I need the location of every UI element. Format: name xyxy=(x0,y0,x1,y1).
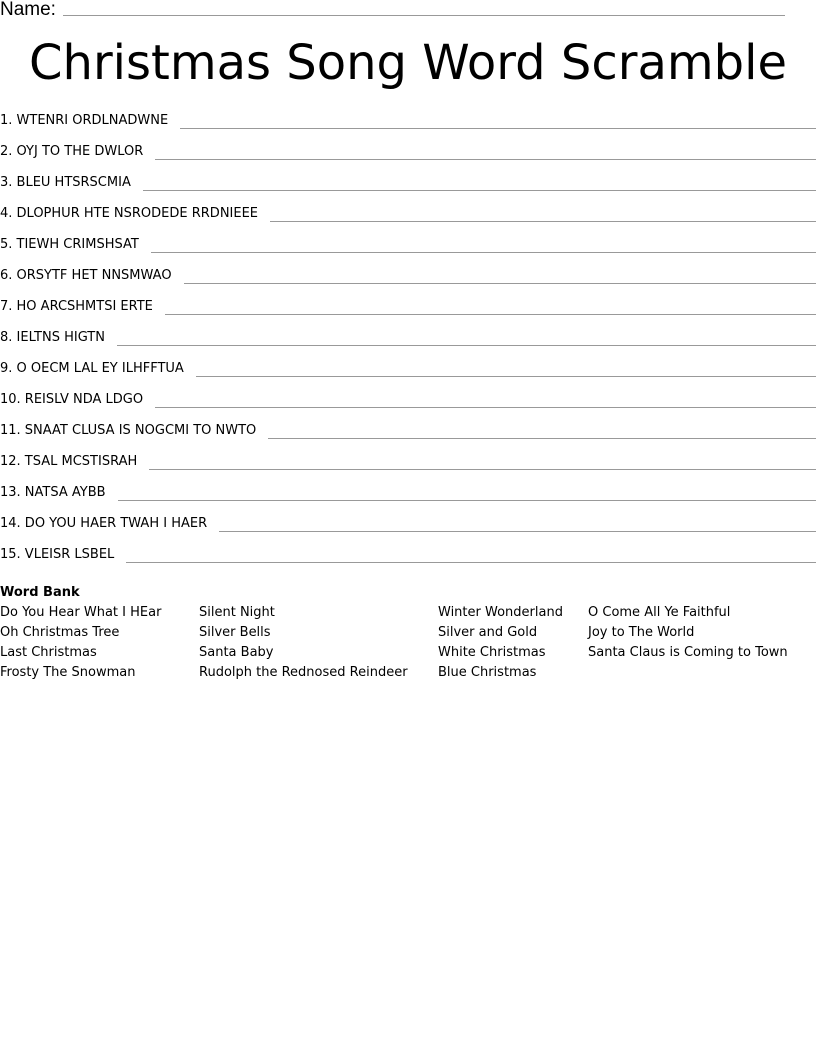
scrambled-word: 11. SNAAT CLUSA IS NOGCMI TO NWTO xyxy=(0,423,257,438)
word-bank-item: Santa Baby xyxy=(199,645,274,660)
answer-line[interactable] xyxy=(155,142,816,160)
word-bank-column xyxy=(438,603,563,683)
word-bank-item: Joy to The World xyxy=(588,625,695,640)
word-bank-column xyxy=(199,603,408,683)
answer-line[interactable] xyxy=(180,111,816,129)
answer-line[interactable] xyxy=(196,359,816,377)
scrambled-word: 15. VLEISR LSBEL xyxy=(0,547,115,562)
answer-line[interactable] xyxy=(270,204,816,222)
scrambled-word: 4. DLOPHUR HTE NSRODEDE RRDNIEEE xyxy=(0,206,259,221)
name-field[interactable] xyxy=(63,15,785,16)
scrambled-word: 8. IELTNS HIGTN xyxy=(0,330,105,345)
answer-line[interactable] xyxy=(165,297,816,315)
word-bank-item: Frosty The Snowman xyxy=(0,665,136,680)
question-row xyxy=(0,142,816,173)
word-bank-item: Santa Claus is Coming to Town xyxy=(588,645,788,660)
answer-line[interactable] xyxy=(155,390,816,408)
question-row xyxy=(0,483,816,514)
word-bank-item: Winter Wonderland xyxy=(438,605,563,620)
answer-line[interactable] xyxy=(268,421,816,439)
question-row xyxy=(0,359,816,390)
name-label: Name: xyxy=(0,0,56,20)
question-row xyxy=(0,266,816,297)
word-bank-item: White Christmas xyxy=(438,645,546,660)
word-bank-item: Do You Hear What I HEar xyxy=(0,605,162,620)
scrambled-word: 9. O OECM LAL EY ILHFFTUA xyxy=(0,361,184,376)
answer-line[interactable] xyxy=(184,266,816,284)
question-row xyxy=(0,111,816,142)
word-bank-column xyxy=(588,603,788,663)
word-bank-item: O Come All Ye Faithful xyxy=(588,605,731,620)
question-row xyxy=(0,390,816,421)
word-bank-item: Silver Bells xyxy=(199,625,271,640)
scrambled-word: 7. HO ARCSHMTSI ERTE xyxy=(0,299,153,314)
word-bank-item: Blue Christmas xyxy=(438,665,537,680)
question-list xyxy=(0,111,816,576)
word-bank-item: Oh Christmas Tree xyxy=(0,625,120,640)
question-row xyxy=(0,514,816,545)
scrambled-word: 2. OYJ TO THE DWLOR xyxy=(0,144,144,159)
question-row xyxy=(0,173,816,204)
scrambled-word: 10. REISLV NDA LDGO xyxy=(0,392,144,407)
scrambled-word: 14. DO YOU HAER TWAH I HAER xyxy=(0,516,208,531)
page-title: Christmas Song Word Scramble xyxy=(29,35,787,91)
question-row xyxy=(0,204,816,235)
word-bank-title: Word Bank xyxy=(0,585,80,600)
answer-line[interactable] xyxy=(126,545,816,563)
answer-line[interactable] xyxy=(151,235,816,253)
scrambled-word: 12. TSAL MCSTISRAH xyxy=(0,454,138,469)
scrambled-word: 6. ORSYTF HET NNSMWAO xyxy=(0,268,172,283)
word-bank-item: Last Christmas xyxy=(0,645,97,660)
word-bank-item: Silent Night xyxy=(199,605,275,620)
name-row xyxy=(0,0,800,22)
word-bank-grid xyxy=(0,603,816,687)
scrambled-word: 3. BLEU HTSRSCMIA xyxy=(0,175,131,190)
answer-line[interactable] xyxy=(118,483,816,501)
answer-line[interactable] xyxy=(149,452,816,470)
word-bank-item: Rudolph the Rednosed Reindeer xyxy=(199,665,408,680)
question-row xyxy=(0,328,816,359)
answer-line[interactable] xyxy=(219,514,816,532)
question-row xyxy=(0,421,816,452)
scrambled-word: 1. WTENRI ORDLNADWNE xyxy=(0,113,169,128)
answer-line[interactable] xyxy=(117,328,816,346)
answer-line[interactable] xyxy=(143,173,816,191)
scrambled-word: 5. TIEWH CRIMSHSAT xyxy=(0,237,139,252)
question-row xyxy=(0,235,816,266)
question-row xyxy=(0,452,816,483)
word-bank xyxy=(0,583,816,687)
word-bank-column xyxy=(0,603,161,683)
question-row xyxy=(0,545,816,576)
question-row xyxy=(0,297,816,328)
word-bank-item: Silver and Gold xyxy=(438,625,538,640)
scrambled-word: 13. NATSA AYBB xyxy=(0,485,106,500)
